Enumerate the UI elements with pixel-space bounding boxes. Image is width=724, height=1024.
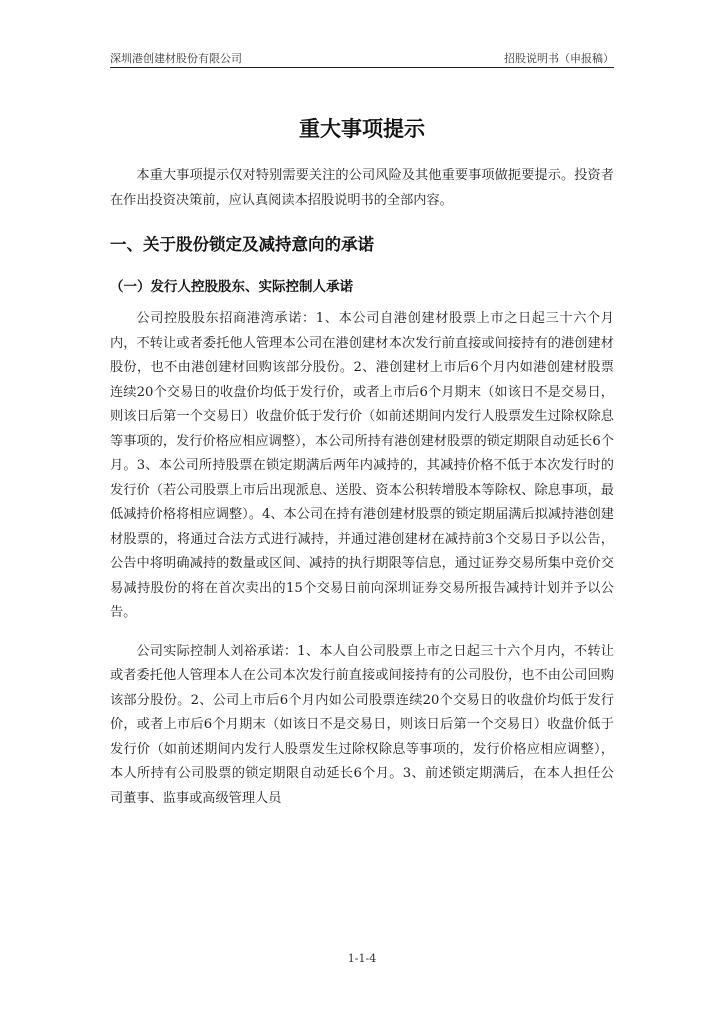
document-body: [110, 164, 614, 825]
body-paragraph-controlling-shareholder: 公司控股股东招商港湾承诺：1、本公司自港创建材股票上市之日起三十六个月内，不转让或者委托他人管理本公司在港创建材本次发行前直接或间接持有的港创建材股份，也不由港创建材回购该部分股份。2、港创建材上市后6个月内如港创建材股票连续20个交易日的收盘价均低于发行价，或者上市后6个月期末（如该日不是交易日，则该日后第一个交易日）收盘价低于发行价（如前述期间内发行人股票发生过除权除息等事项的，发行价格应相应调整），本公司所持有港创建材股票的锁定期限自动延长6个月。3、本公司所持股票在锁定期满后两年内减持的，其减持价格不低于本次发行时的发行价（若公司股票上市后出现派息、送股、资本公积转增股本等除权、除息事项，最低减持价格将相应调整）。4、本公司在持有港创建材股票的锁定期届满后拟减持港创建材股票的，将通过合法方式进行减持，并通过港创建材在减持前3个交易日予以公告，公告中将明确减持的数量或区间、减持的执行期限等信息，通过证券交易所集中竞价交易减持股份的将在首次卖出的15个交易日前向深圳证券交易所报告减持计划并予以公告。: [110, 311, 614, 620]
page-header: [110, 50, 614, 66]
page-number: 1-1-4: [347, 952, 377, 965]
intro-paragraph: 本重大事项提示仅对特别需要关注的公司风险及其他重要事项做扼要提示。投资者在作出投资决策前，应认真阅读本招股说明书的全部内容。: [110, 168, 614, 208]
body-paragraph-actual-controller: 公司实际控制人刘裕承诺：1、本人自公司股票上市之日起三十六个月内，不转让或者委托他人管理本人在公司本次发行前直接或间接持有的公司股份，也不由公司回购该部分股份。2、公司上市后6个月内如公司股票连续20个交易日的收盘价均低于发行价，或者上市后6个月期末（如该日不是交易日，则该日后第一个交易日）收盘价低于发行价（如前述期间内发行人股票发生过除权除息等事项的，发行价格应相应调整），本人所持有公司股票的锁定期限自动延长6个月。3、前述锁定期满后，在本人担任公司董事、监事或高级管理人员: [110, 643, 614, 806]
page-title: 重大事项提示: [299, 117, 425, 141]
subsection-heading: （一）发行人控股股东、实际控制人承诺: [110, 279, 353, 295]
section-heading: 一、关于股份锁定及减持意向的承诺: [110, 235, 374, 254]
header-company-name: 深圳港创建材股份有限公司: [110, 52, 242, 65]
header-document-title: 招股说明书（申报稿）: [504, 52, 614, 65]
header-divider: [110, 67, 614, 68]
